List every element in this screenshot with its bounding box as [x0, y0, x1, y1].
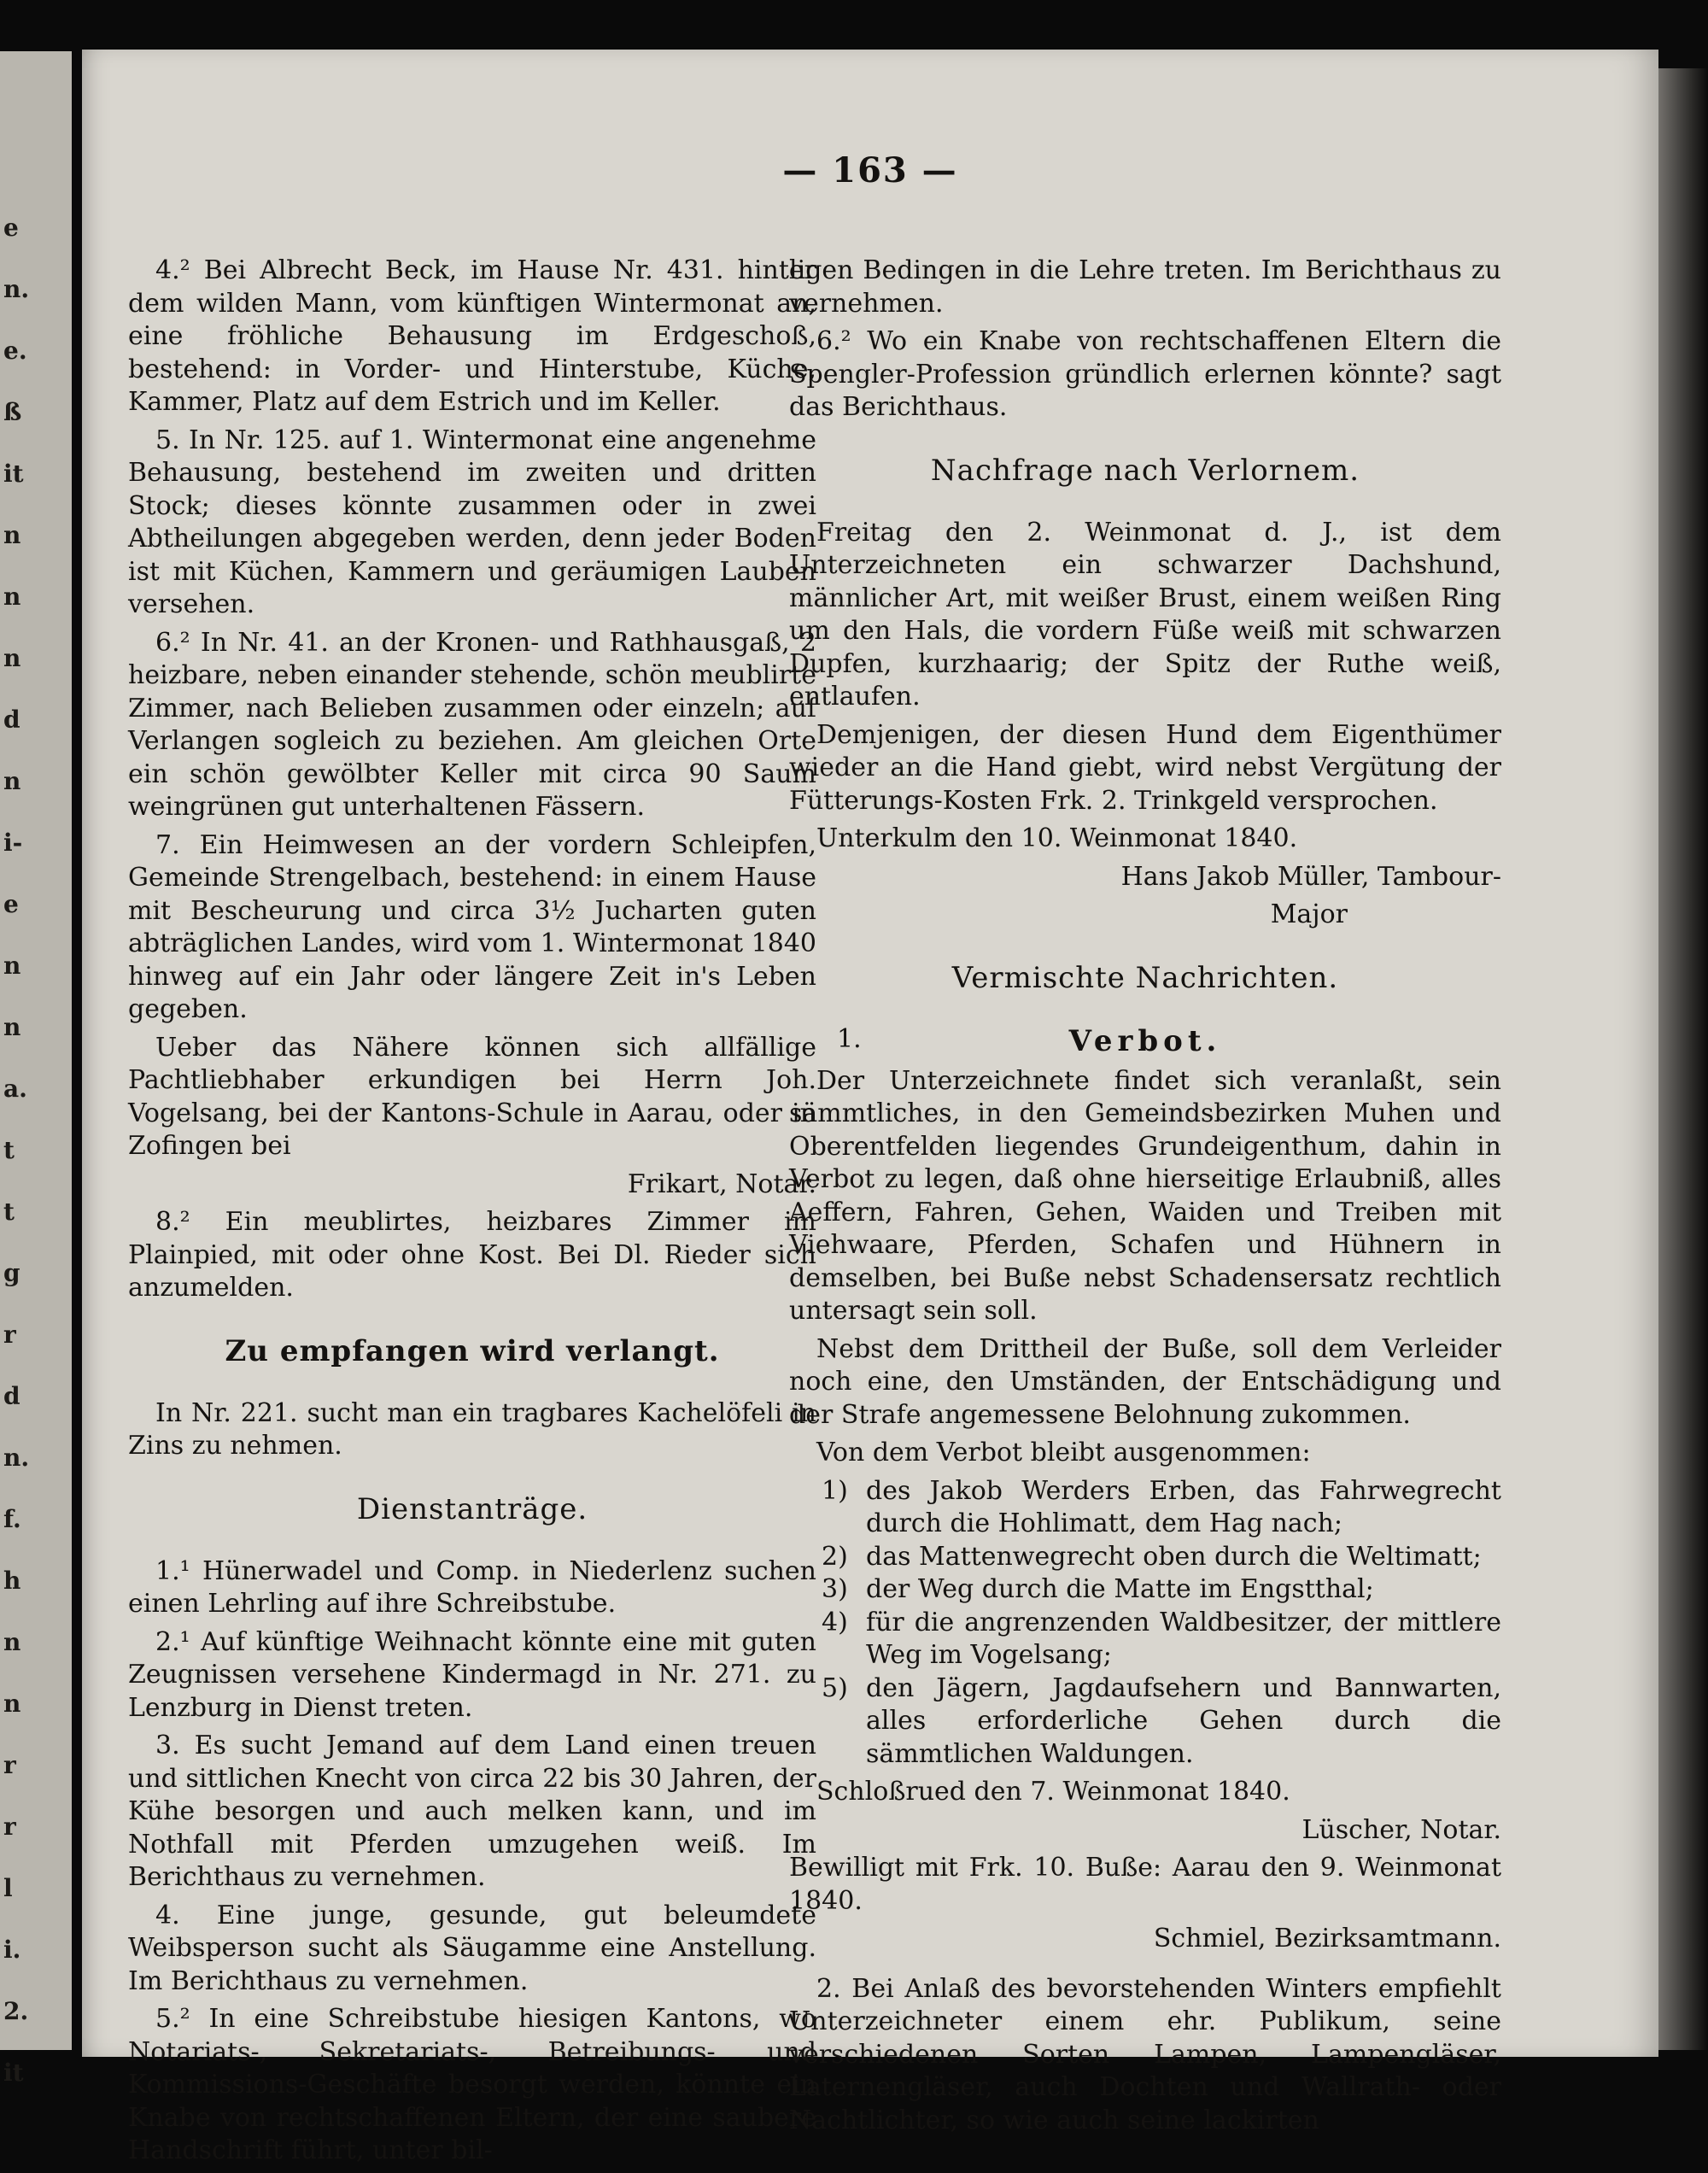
prev-page-fragment: r: [3, 1813, 16, 1841]
dienst-item-6: 6.² Wo ein Knabe von rechtschaffenen Eltern die Spengler-Profession gründlich erlernen könnte? sagt das Berichthaus.: [789, 326, 1501, 422]
ad-4: 4.² Bei Albrecht Beck, im Hause Nr. 431. hinter dem wilden Mann, vom künftigen Wintermonat an, eine fröhliche Behausung im Erdgeschoß, bestehend: in Vorder- und Hinterstube, Küche, Kammer, Platz auf dem Estrich und im Keller.: [128, 255, 816, 417]
prev-page-fragment: n: [3, 1628, 21, 1656]
empfangen-text: In Nr. 221. sucht man ein tragbares Kachelöfeli in Zins zu nehmen.: [128, 1397, 816, 1461]
prev-page-fragment: n: [3, 644, 21, 672]
prev-page-fragment: n: [3, 1690, 21, 1718]
verlorenem-para-1: Freitag den 2. Weinmonat d. J., ist dem Unterzeichneten ein schwarzer Dachshund, männlicher Art, mit weißer Brust, einem weißen Ring um den Hals, die vordern Füße weiß mit schwarzen Dupfen, kurzhaarig; der Spitz der Ruthe weiß, entlaufen.: [789, 517, 1501, 712]
heading-empfangen: Zu empfangen wird verlangt.: [225, 1333, 720, 1368]
dienst-item-5-continuation: ligen Bedingen in die Lehre treten. Im Berichthaus zu vernehmen.: [789, 255, 1501, 319]
verbot-para-2: Nebst dem Drittheil der Buße, soll dem Verleider noch eine, den Umständen, der Entschädigung und der Strafe angemessene Belohnung zukommen.: [789, 1333, 1501, 1430]
prev-page-fragment: f.: [3, 1505, 21, 1533]
prev-page-fragment: n: [3, 952, 21, 980]
dienst-item-3: 3. Es sucht Jemand auf dem Land einen treuen und sittlichen Knecht von circa 22 bis 30 Jahren, der Kühe besorgen und auch melken kann, und im Nothfall mit Pferden umzugehen weiß. Im Berichthaus zu vernehmen.: [128, 1731, 816, 1892]
prev-page-fragment: n: [3, 521, 21, 549]
ad-6: 6.² In Nr. 41. an der Kronen- und Rathhausgaß, 2 heizbare, neben einander stehende, schön meublirte Zimmer, nach Belieben zusammen oder einzeln; auf Verlangen sogleich zu beziehen. Am gleichen Orte ein schön gewölbter Keller mit circa 90 Saum weingrünen gut unterhaltenen Fässern.: [128, 627, 816, 822]
prev-page-fragment: n.: [3, 275, 30, 303]
newspaper-page: [82, 50, 1658, 2165]
prev-page-fragment: e: [3, 890, 19, 918]
verlorenem-signature-2: Major: [1270, 899, 1348, 929]
prev-page-fragment: t: [3, 1136, 15, 1164]
ad-5: 5. In Nr. 125. auf 1. Wintermonat eine angenehme Behausung, bestehend im zweiten und dritten Stock; dieses könnte zusammen oder in zwei Abtheilungen abgegeben werden, denn jeder Boden ist mit Küchen, Kammern und geräumigen Lauben versehen.: [128, 425, 816, 619]
prev-page-fragment: d: [3, 1382, 20, 1410]
prev-page-fragment: l: [3, 1874, 13, 1902]
right-column: [789, 255, 1501, 2142]
prev-page-fragment: i-: [3, 829, 23, 857]
ad-7-signature: Frikart, Notar.: [627, 1168, 816, 1199]
verbot-para-1: Der Unterzeichnete findet sich veranlaßt, sein sämmtliches, in den Gemeindsbezirken Muhen und Oberentfelden liegendes Grundeigenthum, dahin in Verbot zu legen, daß ohne hierseitige Erlaubniß, alles Aeffern, Fahren, Gehen, Waiden und Treiben mit Viehwaare, Pferden, Schafen und Hühnern in demselben, bei Buße nebst Schadensersatz rechtlich untersagt sein soll.: [789, 1065, 1501, 1326]
prev-page-fragment: i.: [3, 1936, 21, 1964]
prev-page-fragment: r: [3, 1321, 16, 1349]
verbot-exception-4: 4) für die angrenzenden Waldbesitzer, der mittlere Weg im Vogelsang;: [822, 1607, 1501, 1670]
verlorenem-signature-1: Hans Jakob Müller, Tambour-: [1120, 861, 1501, 892]
verbot-heading: [789, 1024, 1501, 1058]
prev-page-fragment: n: [3, 767, 21, 795]
prev-page-fragment: 2.: [3, 1997, 29, 2025]
dienst-item-2: 2.¹ Auf künftige Weihnacht könnte eine mit guten Zeugnissen versehene Kindermagd in Nr. 271. zu Lenzburg in Dienst treten.: [128, 1626, 816, 1723]
item-2-lamps: 2. Bei Anlaß des bevorstehenden Winters empfiehlt Unterzeichneter einem ehr. Publikum, seine verschiedenen Sorten Lampen, Lampengläser, Laternengläser, auch Dochten und Wallrath- oder Nachtlichter, so wie auch seine lackirten: [789, 1973, 1501, 2135]
ad-7-details: Ueber das Nähere können sich allfällige Pachtliebhaber erkundigen bei Herrn Joh. Vogelsang, bei der Kantons-Schule in Aarau, oder in Zofingen bei: [128, 1032, 816, 1161]
bewilligt-note: Bewilligt mit Frk. 10. Buße: Aarau den 9. Weinmonat 1840.: [789, 1853, 1501, 1916]
dienst-item-1: 1.¹ Hünerwadel und Comp. in Niederlenz suchen einen Lehrling auf ihre Schreibstube.: [128, 1555, 816, 1619]
dienst-item-4: 4. Eine junge, gesunde, gut beleumdete Weibsperson sucht als Säugamme eine Anstellung. Im Berichthaus zu vernehmen.: [128, 1900, 816, 1996]
verbot-exception-1: 1) des Jakob Werders Erben, das Fahrwegrecht durch die Hohlimatt, dem Hag nach;: [822, 1475, 1501, 1538]
prev-page-fragment: n: [3, 1013, 21, 1041]
prev-page-fragment: it: [3, 460, 24, 488]
prev-page-fragment: n.: [3, 1444, 30, 1472]
previous-page-edge: [0, 51, 72, 2087]
prev-page-fragment: a.: [3, 1075, 27, 1103]
bewilligt-signature: Schmiel, Bezirksamtmann.: [1153, 1924, 1501, 1953]
heading-verlorenem: Nachfrage nach Verlornem.: [930, 453, 1360, 488]
prev-page-fragment: it: [3, 2059, 24, 2087]
verbot-exception-5: 5) den Jägern, Jagdaufsehern und Bannwarten, alles erforderliche Gehen durch die sämmtlichen Waldungen.: [822, 1672, 1501, 1769]
ad-7: 7. Ein Heimwesen an der vordern Schleipfen, Gemeinde Strengelbach, bestehend: in einem Hause mit Bescheurung und circa 3½ Jucharten guten abträglichen Landes, wird vom 1. Wintermonat 1840 hinweg auf ein Jahr oder längere Zeit in's Leben gegeben.: [128, 829, 816, 1024]
dienst-item-5: 5.² In eine Schreibstube hiesigen Kantons, wo Notariats-, Sekretariats-, Betreibungs- und Kommissions-Geschäfte besorgt werden, könnte ein Knabe von rechtschaffenen Eltern, der eine saubere Handschrift führt, unter bil-: [128, 2004, 816, 2165]
verbot-title: Verbot.: [1068, 1023, 1222, 1058]
verbot-para-3: Von dem Verbot bleibt ausgenommen:: [816, 1438, 1311, 1467]
prev-page-fragment: g: [3, 1259, 20, 1287]
page-curl-shadow: [1657, 68, 1708, 2050]
verbot-place-date: Schloßrued den 7. Weinmonat 1840.: [816, 1777, 1290, 1807]
left-column: [128, 255, 816, 2173]
heading-dienstantraege: Dienstanträge.: [356, 1491, 588, 1526]
prev-page-fragment: t: [3, 1198, 15, 1226]
prev-page-fragment: e.: [3, 337, 27, 365]
ad-8: 8.² Ein meublirtes, heizbares Zimmer im Plainpied, mit oder ohne Kost. Bei Dl. Rieder sich anzumelden.: [128, 1207, 816, 1303]
verlorenem-para-2: Demjenigen, der diesen Hund dem Eigenthümer wieder an die Hand giebt, wird nebst Vergütung der Fütterungs-Kosten Frk. 2. Trinkgeld versprochen.: [789, 719, 1501, 816]
verbot-exception-3: 3) der Weg durch die Matte im Engstthal;: [822, 1574, 1374, 1604]
verbot-exception-2: 2) das Mattenwegrecht oben durch die Weltimatt;: [822, 1541, 1482, 1572]
page-number: — 163 —: [782, 150, 958, 190]
prev-page-fragment: n: [3, 583, 21, 611]
prev-page-fragment: h: [3, 1567, 21, 1595]
prev-page-fragment: ß: [3, 398, 22, 426]
verbot-number: 1.: [837, 1023, 862, 1054]
heading-vermischte: Vermischte Nachrichten.: [951, 960, 1339, 995]
prev-page-fragment: e: [3, 214, 19, 242]
prev-page-fragment: d: [3, 706, 20, 734]
verlorenem-place-date: Unterkulm den 10. Weinmonat 1840.: [816, 823, 1298, 853]
prev-page-fragment: r: [3, 1751, 16, 1779]
verbot-signature: Lüscher, Notar.: [1301, 1814, 1501, 1845]
